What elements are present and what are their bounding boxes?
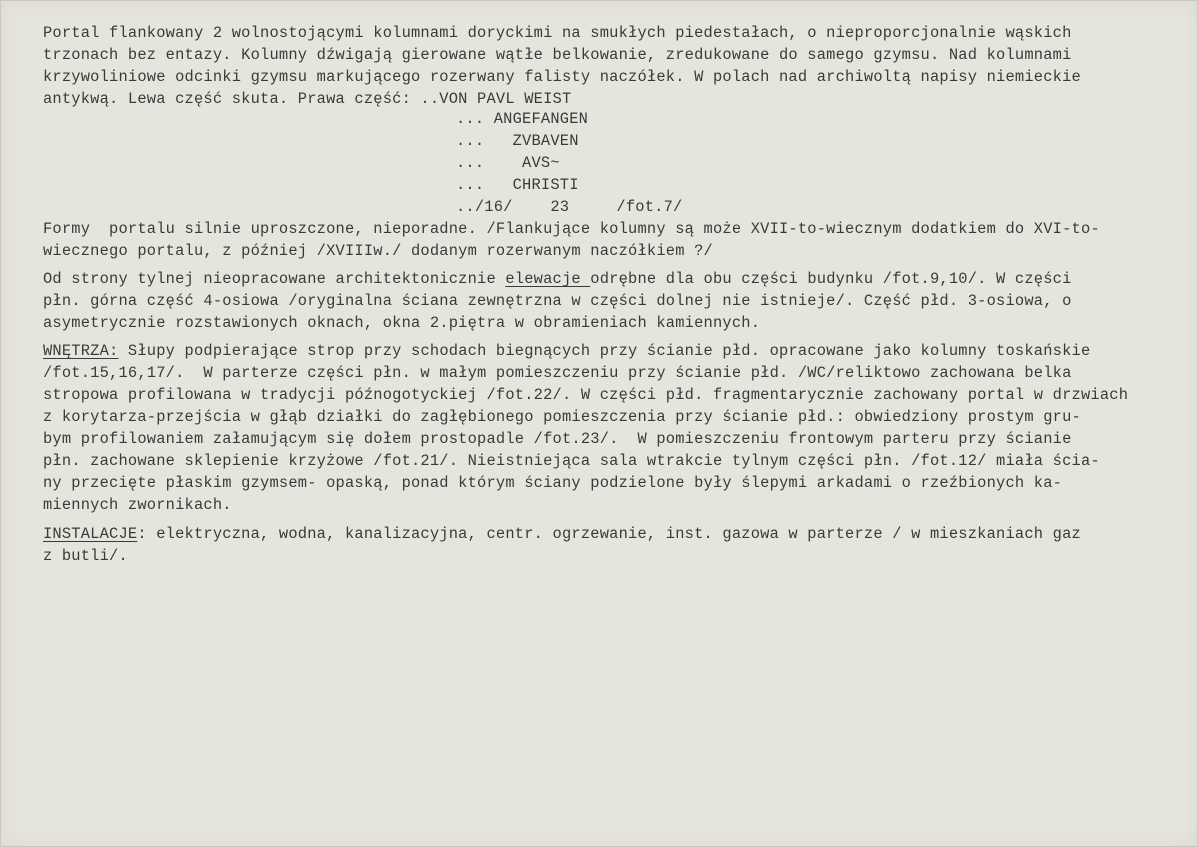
para3-line-1 <box>43 269 1072 289</box>
para4-line-7: ny przecięte płaskim gzymsem- opaską, ponad którym ściany podzielone były ślepymi arkadami o rzeźbionych ka- <box>43 474 1063 492</box>
inscription-line-5: ../16/ 23 /fot.7/ <box>456 198 683 216</box>
inscription-line-3: ... AVS~ <box>456 154 560 172</box>
para4-line-2: /fot.15,16,17/. W parterze części płn. w małym pomieszczeniu przy ścianie płd. /WC/reliktowo zachowana belka <box>43 364 1072 382</box>
para4-line-3: stropowa profilowana w tradycji późnogotyckiej /fot.22/. W części płd. fragmentarycznie zachowany portal w drzwiach <box>43 386 1129 404</box>
para4-line-1 <box>43 341 1090 361</box>
para5-line-2: z butli/. <box>43 547 128 565</box>
inscription-line-1: ... ANGEFANGEN <box>456 110 589 128</box>
para3-line-1-end: odrębne dla obu części budynku /fot.9,10/. W części <box>590 270 1072 288</box>
inscription-line-2: ... ZVBAVEN <box>456 132 579 150</box>
para4-line-5: bym profilowaniem załamującym się dołem prostopadle /fot.23/. W pomieszczeniu frontowym parteru przy ścianie <box>43 430 1072 448</box>
para2-line-1: Formy portalu silnie uproszczone, nieporadne. /Flankujące kolumny są może XVII-to-wiecznym dodatkiem do XVI-to- <box>43 220 1100 238</box>
instalacje-heading: INSTALACJE <box>43 525 138 543</box>
inscription-line-4: ... CHRISTI <box>456 176 579 194</box>
elewacje-underlined: elewacje <box>505 270 591 288</box>
para4-line-6: płn. zachowane sklepienie krzyżowe /fot.21/. Nieistniejąca sala wtrakcie tylnym części płn. /fot.12/ miała ścia- <box>43 452 1100 470</box>
para2-line-2: wiecznego portalu, z później /XVIIIw./ dodanym rozerwanym naczółkiem ?/ <box>43 242 713 260</box>
para3-line-3: asymetrycznie rozstawionych oknach, okna 2.piętra w obramieniach kamiennych. <box>43 314 761 332</box>
para3-line-1-start: Od strony tylnej nieopracowane architektonicznie <box>43 270 506 288</box>
para1-line-3: krzywoliniowe odcinki gzymsu markującego rozerwany falisty naczółek. W polach nad archiwoltą napisy niemieckie <box>43 68 1081 86</box>
para4-line-4: z korytarza-przejścia w głąb działki do zagłębionego pomieszczenia przy ścianie płd.: obwiedziony prostym gru- <box>43 408 1081 426</box>
para4-line-1-rest: Słupy podpierające strop przy schodach biegnących przy ścianie płd. opracowane jako kolumny toskańskie <box>118 342 1091 360</box>
para3-line-2: płn. górna część 4-osiowa /oryginalna ściana zewnętrzna w części dolnej nie istnieje/. Część płd. 3-osiowa, o <box>43 292 1072 310</box>
para1-line-2: trzonach bez entazy. Kolumny dźwigają gierowane wątłe belkowanie, zredukowane do samego gzymsu. Nad kolumnami <box>43 46 1072 64</box>
para1-line-1: Portal flankowany 2 wolnostojącymi kolumnami doryckimi na smukłych piedestałach, o nieproporcjonalnie wąskich <box>43 24 1072 42</box>
para1-line-4: antykwą. Lewa część skuta. Prawa część: ..VON PAVL WEIST <box>43 90 572 108</box>
para5-line-1-rest: : elektryczna, wodna, kanalizacyjna, centr. ogrzewanie, inst. gazowa w parterze / w mieszkaniach gaz <box>137 525 1081 543</box>
para5-line-1 <box>43 524 1081 544</box>
wnetrza-heading: WNĘTRZA: <box>43 342 119 360</box>
para4-line-8: miennych zwornikach. <box>43 496 232 514</box>
